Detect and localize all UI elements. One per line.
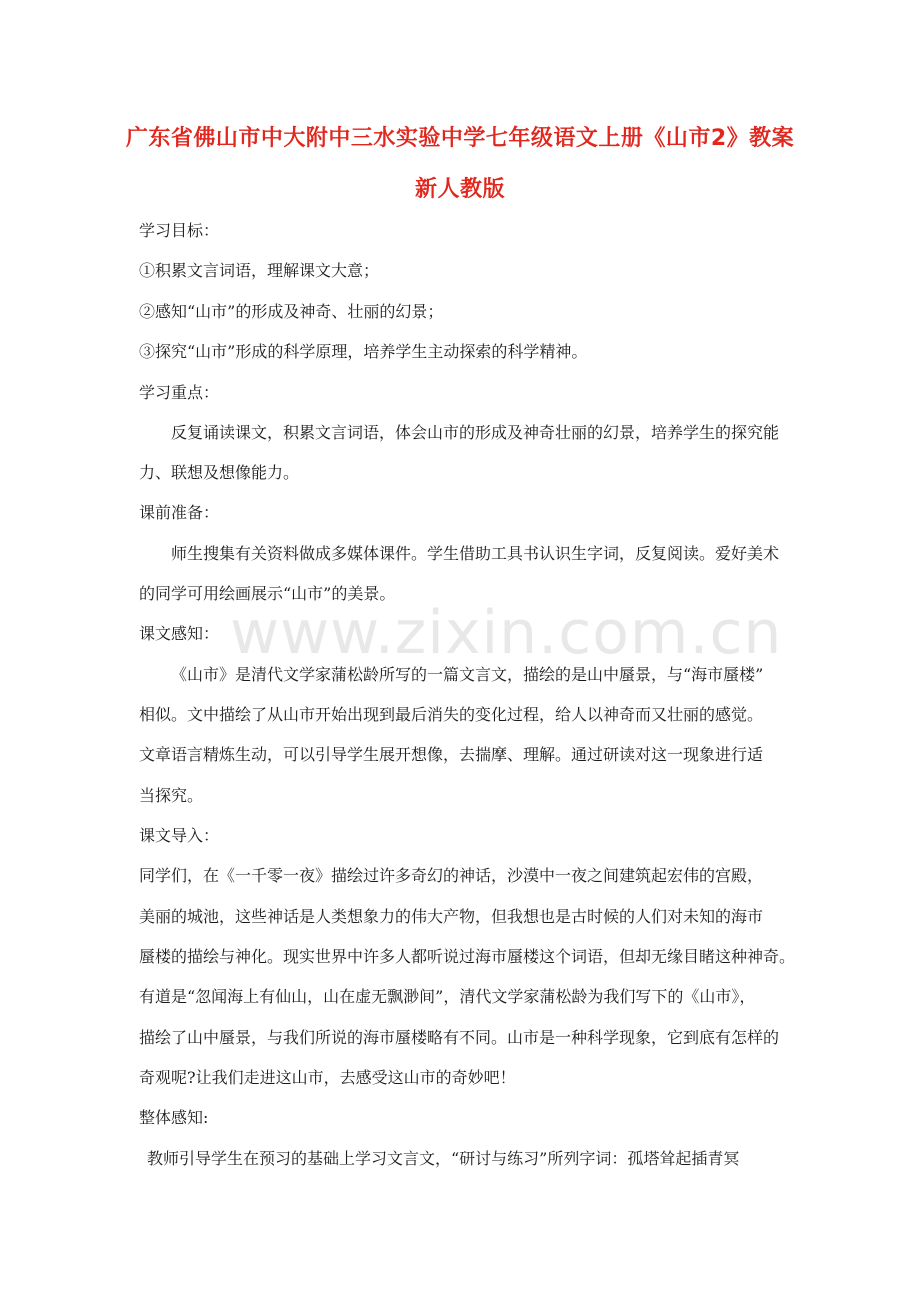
section-heading-overall: 整体感知: (139, 1108, 209, 1127)
section-heading-objectives: 学习目标： (139, 221, 220, 240)
watermark: www.zixin.com.cn (230, 598, 783, 668)
preparation-text-cont: 的同学可用绘画展示“山市”的美景。 (139, 584, 396, 603)
key-points-text: 反复诵读课文，积累文言词语，体会山市的形成及神奇壮丽的幻景，培养学生的探究能 (171, 423, 780, 442)
key-points-text-cont: 力、联想及想像能力。 (139, 463, 300, 482)
document-subtitle: 新人教版 (414, 177, 505, 202)
objective-item-3: ③探究“山市”形成的科学原理，培养学生主动探索的科学精神。 (139, 342, 588, 361)
introduction-text-2: 美丽的城池，这些神话是人类想象力的伟大产物，但我想也是古时候的人们对未知的海市 (139, 907, 764, 926)
section-heading-introduction: 课文导入： (139, 826, 220, 845)
section-heading-preparation: 课前准备： (139, 503, 220, 522)
section-heading-perception: 课文感知： (139, 624, 220, 643)
perception-text-cont-1: 相似。文中描绘了从山市开始出现到最后消失的变化过程，给人以神奇而又壮丽的感觉。 (139, 705, 764, 724)
introduction-text-6: 奇观呢?让我们走进这山市，去感受这山市的奇妙吧！ (139, 1068, 516, 1087)
objective-item-2: ②感知“山市”的形成及神奇、壮丽的幻景； (139, 302, 444, 321)
introduction-text-4: 有道是“忽闻海上有仙山，山在虚无飘渺间”，清代文学家蒲松龄为我们写下的《山市》， (139, 987, 756, 1006)
overall-text: 教师引导学生在预习的基础上学习文言文，“研讨与练习”所列字词：孤塔耸起插青冥 (147, 1149, 740, 1168)
document-title: 广东省佛山市中大附中三水实验中学七年级语文上册《山市2》教案 (125, 126, 795, 151)
perception-text-cont-2: 文章语言精炼生动，可以引导学生展开想像，去揣摩、理解。通过研读对这一现象进行适 (139, 745, 764, 764)
objective-item-1: ①积累文言词语，理解课文大意； (139, 261, 380, 280)
preparation-text: 师生搜集有关资料做成多媒体课件。学生借助工具书认识生字词，反复阅读。爱好美术 (171, 544, 780, 563)
introduction-text-1: 同学们，在《一千零一夜》描绘过许多奇幻的神话，沙漠中一夜之间建筑起宏伟的宫殿， (139, 866, 764, 885)
perception-text: 《山市》是清代文学家蒲松龄所写的一篇文言文，描绘的是山中蜃景，与“海市蜃楼” (171, 665, 764, 684)
section-heading-key-points: 学习重点： (139, 383, 220, 402)
perception-text-cont-3: 当探究。 (139, 786, 204, 805)
introduction-text-3: 蜃楼的描绘与神化。现实世界中许多人都听说过海市蜃楼这个词语，但却无缘目睹这种神奇。 (139, 947, 796, 966)
introduction-text-5: 描绘了山中蜃景，与我们所说的海市蜃楼略有不同。山市是一种科学现象，它到底有怎样的 (139, 1028, 780, 1047)
